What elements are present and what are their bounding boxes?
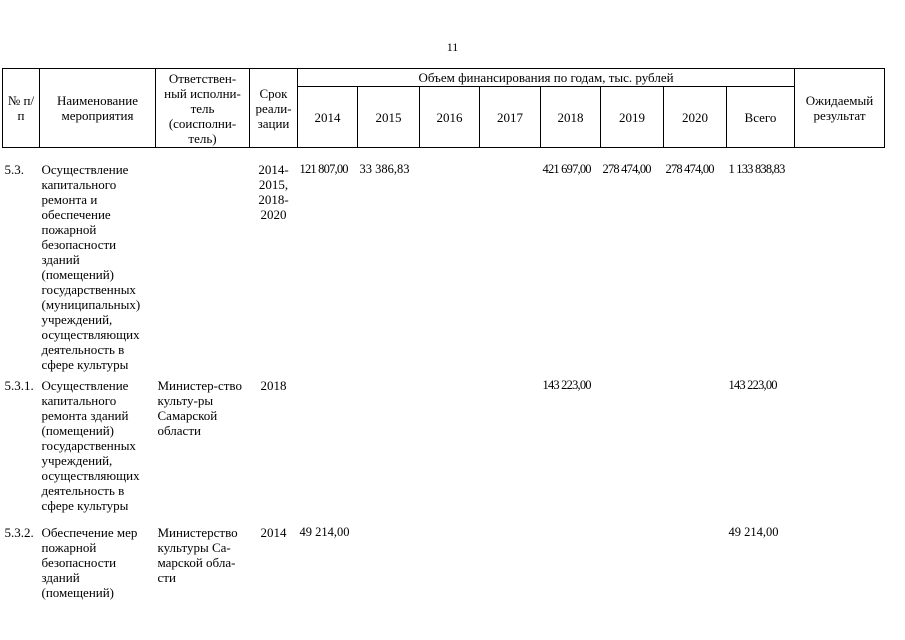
row-total: 49 214,00 bbox=[728, 525, 779, 539]
row-total: 143 223,00 bbox=[728, 378, 777, 392]
row-value-2020 bbox=[664, 372, 727, 517]
row-num: 5.3.1. bbox=[4, 378, 34, 393]
header-total: Всего bbox=[727, 87, 795, 148]
row-value-2018 bbox=[541, 517, 601, 600]
row-value-2016 bbox=[420, 148, 480, 373]
row-value-2014: 49 214,00 bbox=[299, 525, 350, 539]
header-year: 2016 bbox=[420, 87, 480, 148]
funding-table bbox=[2, 68, 885, 600]
row-value-2014 bbox=[298, 372, 358, 517]
header-year: 2014 bbox=[298, 87, 358, 148]
row-value-2016 bbox=[420, 372, 480, 517]
header-executor: Ответствен-ный исполни-тель (соисполни-тель) bbox=[156, 69, 250, 148]
row-value-2017 bbox=[480, 517, 541, 600]
header-year: 2018 bbox=[541, 87, 601, 148]
header-name: Наименование мероприятия bbox=[40, 69, 156, 148]
row-term: 2018 bbox=[260, 378, 287, 393]
row-value-2019: 278 474,00 bbox=[602, 162, 651, 176]
header-num: № п/п bbox=[3, 69, 40, 148]
row-value-2017 bbox=[480, 372, 541, 517]
row-value-2019 bbox=[601, 372, 664, 517]
table-row bbox=[3, 372, 885, 517]
row-value-2015 bbox=[358, 517, 420, 600]
row-value-2020: 278 474,00 bbox=[665, 162, 714, 176]
row-value-2015 bbox=[358, 372, 420, 517]
row-term: 2014-2015, 2018-2020 bbox=[258, 162, 289, 222]
row-value-2016 bbox=[420, 517, 480, 600]
row-result bbox=[795, 372, 885, 517]
row-value-2018: 421 697,00 bbox=[542, 162, 591, 176]
header-year: 2017 bbox=[480, 87, 541, 148]
row-value-2014: 121 807,00 bbox=[299, 162, 348, 176]
row-executor: Министерство культуры Са-марской обла-сти bbox=[157, 525, 238, 585]
row-total: 1 133 838,83 bbox=[728, 162, 785, 176]
header-result: Ожидаемый результат bbox=[795, 69, 885, 148]
page-number: 11 bbox=[446, 40, 459, 54]
header-year: 2020 bbox=[664, 87, 727, 148]
row-name: Осуществление капитального ремонта зданий (помещений) государственных учреждений, осуществляющих деятельность в сфере культуры bbox=[41, 378, 140, 513]
header-term: Срок реали-зации bbox=[250, 69, 298, 148]
row-value-2015: 33 386,83 bbox=[359, 162, 410, 176]
row-name: Осуществление капитального ремонта и обеспечение пожарной безопасности зданий (помещений) государственных (муниципальных) учреждений, осуществляющих деятельность в сфере культуры bbox=[41, 162, 141, 372]
row-executor: Министер-ство культу-ры Самарской области bbox=[157, 378, 242, 438]
header-year: 2015 bbox=[358, 87, 420, 148]
row-name: Обеспечение мер пожарной безопасности зданий (помещений) bbox=[41, 525, 138, 600]
row-result bbox=[795, 517, 885, 600]
row-value-2020 bbox=[664, 517, 727, 600]
header-funding: Объем финансирования по годам, тыс. рублей bbox=[298, 69, 795, 87]
row-num: 5.3. bbox=[4, 162, 24, 177]
header-year: 2019 bbox=[601, 87, 664, 148]
row-term: 2014 bbox=[260, 525, 287, 540]
row-value-2019 bbox=[601, 517, 664, 600]
row-value-2017 bbox=[480, 148, 541, 373]
row-executor bbox=[156, 148, 250, 373]
row-num: 5.3.2. bbox=[4, 525, 34, 540]
row-value-2018: 143 223,00 bbox=[542, 378, 591, 392]
row-result bbox=[795, 148, 885, 373]
table-row bbox=[3, 517, 885, 600]
table-row bbox=[3, 148, 885, 373]
